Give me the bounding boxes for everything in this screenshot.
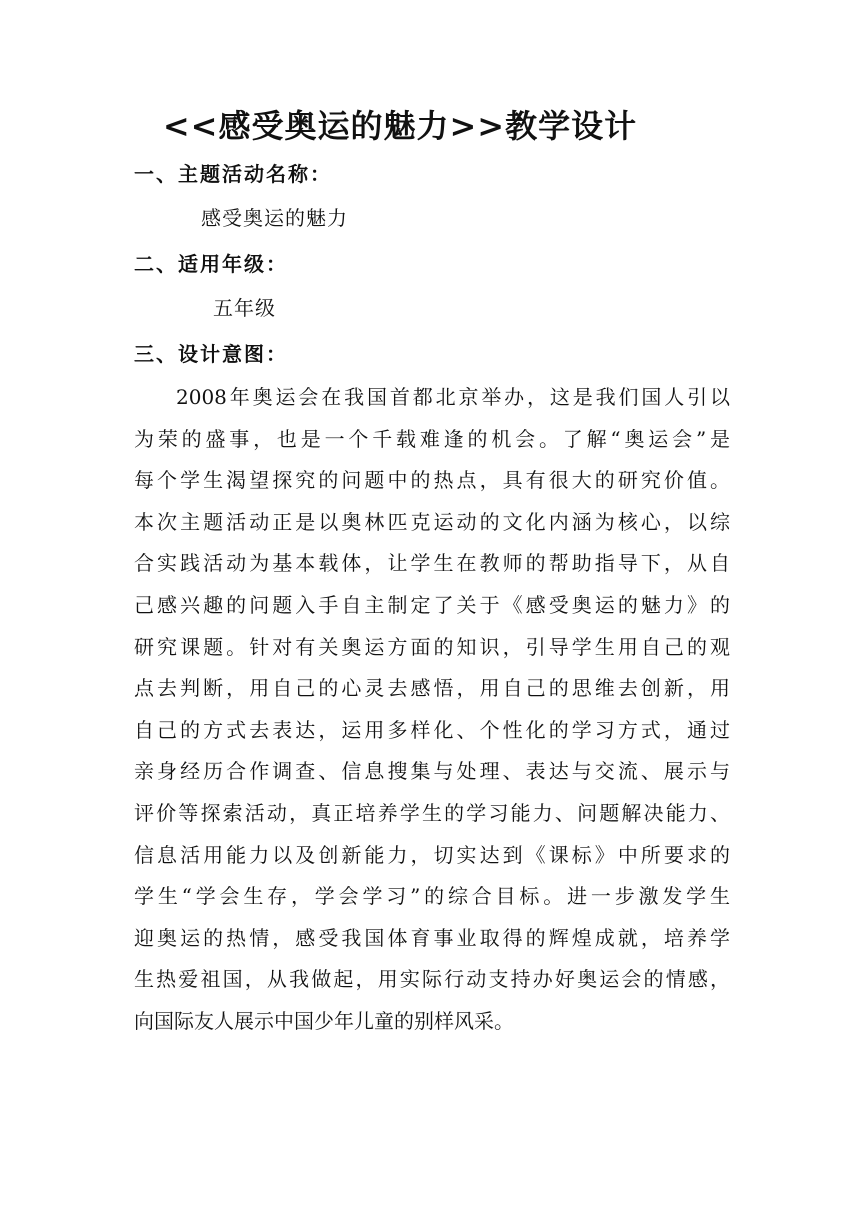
document-title: <<感受奥运的魅力>>教学设计 bbox=[162, 107, 638, 145]
paragraph-line: 迎奥运的热情，感受我国体育事业取得的辉煌成就，培养学 bbox=[134, 925, 730, 950]
paragraph-line: 信息活用能力以及创新能力，切实达到《课标》中所要求的 bbox=[134, 842, 730, 867]
paragraph-line: 点去判断，用自己的心灵去感悟，用自己的思维去创新，用 bbox=[134, 676, 730, 701]
intent-paragraph bbox=[134, 377, 730, 1043]
paragraph-line: 亲身经历合作调查、信息搜集与处理、表达与交流、展示与 bbox=[134, 759, 730, 784]
section-heading-intent: 三、设计意图： bbox=[134, 342, 288, 366]
paragraph-line: 生热爱祖国，从我做起，用实际行动支持办好奥运会的情感， bbox=[134, 967, 730, 992]
paragraph-line: 己感兴趣的问题入手自主制定了关于《感受奥运的魅力》的 bbox=[134, 592, 730, 617]
paragraph-line: 本次主题活动正是以奥林匹克运动的文化内涵为核心，以综 bbox=[134, 509, 730, 534]
paragraph-line: 2008年奥运会在我国首都北京举办，这是我们国人引以 bbox=[176, 385, 730, 409]
paragraph-line: 为荣的盛事，也是一个千载难逢的机会。了解“奥运会”是 bbox=[134, 426, 730, 451]
paragraph-line: 合实践活动为基本载体，让学生在教师的帮助指导下，从自 bbox=[134, 551, 730, 576]
paragraph-line: 向国际友人展示中国少年儿童的别样风采。 bbox=[134, 1008, 514, 1033]
paragraph-line: 评价等探索活动，真正培养学生的学习能力、问题解决能力、 bbox=[134, 800, 730, 825]
section-heading-grade: 二、适用年级： bbox=[134, 252, 288, 276]
paragraph-line: 自己的方式去表达，运用多样化、个性化的学习方式，通过 bbox=[134, 717, 730, 742]
paragraph-line: 每个学生渴望探究的问题中的热点，具有很大的研究价值。 bbox=[134, 468, 730, 493]
section-answer-theme: 感受奥运的魅力 bbox=[201, 206, 348, 230]
section-answer-grade: 五年级 bbox=[213, 296, 276, 320]
paragraph-line: 研究课题。针对有关奥运方面的知识，引导学生用自己的观 bbox=[134, 634, 730, 659]
paragraph-line: 学生“学会生存，学会学习”的综合目标。进一步激发学生 bbox=[134, 884, 730, 909]
section-heading-theme: 一、主题活动名称： bbox=[134, 162, 332, 186]
